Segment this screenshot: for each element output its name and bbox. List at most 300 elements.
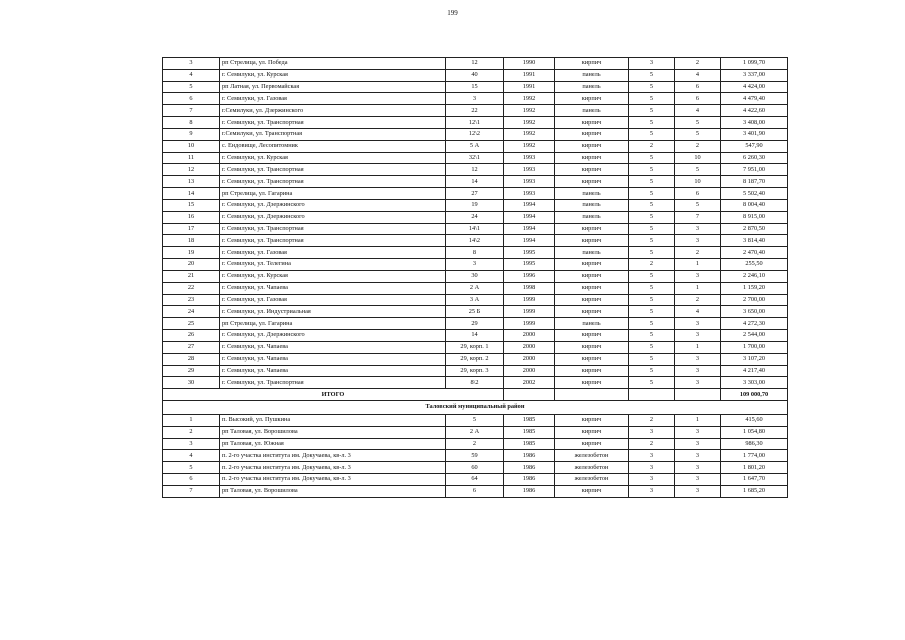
cell-row-number: 15 <box>163 199 220 211</box>
table-row <box>163 235 788 247</box>
cell-area: 3 107,20 <box>721 353 788 365</box>
cell-year-built: 1994 <box>504 211 555 223</box>
cell-entrances: 3 <box>675 365 721 377</box>
cell-row-number: 7 <box>163 105 220 117</box>
cell-year-built: 1992 <box>504 140 555 152</box>
table-row <box>163 330 788 342</box>
cell-year-built: 1991 <box>504 69 555 81</box>
table-row <box>163 462 788 474</box>
cell-row-number: 18 <box>163 235 220 247</box>
cell-floors: 5 <box>629 117 675 129</box>
cell-area: 255,50 <box>721 259 788 271</box>
cell-entrances: 3 <box>675 353 721 365</box>
cell-address: г. Семилуки, ул. Транспортная <box>220 117 446 129</box>
cell-wall-material: кирпич <box>555 93 629 105</box>
cell-floors: 3 <box>629 485 675 497</box>
cell-wall-material: кирпич <box>555 485 629 497</box>
cell-wall-material: панель <box>555 69 629 81</box>
cell-house-number: 3 <box>446 93 504 105</box>
cell-row-number: 4 <box>163 69 220 81</box>
cell-wall-material: панель <box>555 211 629 223</box>
cell-row-number: 9 <box>163 128 220 140</box>
table-row <box>163 93 788 105</box>
cell-wall-material: кирпич <box>555 152 629 164</box>
cell-year-built: 1992 <box>504 105 555 117</box>
cell-area: 2 470,40 <box>721 247 788 259</box>
cell-wall-material: кирпич <box>555 365 629 377</box>
cell-house-number: 64 <box>446 474 504 486</box>
cell-house-number: 29, корп. 2 <box>446 353 504 365</box>
cell-area: 3 650,00 <box>721 306 788 318</box>
cell-year-built: 1993 <box>504 164 555 176</box>
cell-row-number: 7 <box>163 485 220 497</box>
cell-floors: 5 <box>629 81 675 93</box>
cell-house-number: 30 <box>446 270 504 282</box>
cell-address: г. Семилуки, ул. Чапаева <box>220 282 446 294</box>
cell-floors: 5 <box>629 377 675 389</box>
cell-area: 8 915,00 <box>721 211 788 223</box>
cell-house-number: 14\1 <box>446 223 504 235</box>
cell-floors: 5 <box>629 270 675 282</box>
cell-house-number: 24 <box>446 211 504 223</box>
table-row <box>163 259 788 271</box>
cell-area: 1 054,80 <box>721 426 788 438</box>
cell-address: г. Семилуки, ул. Телегина <box>220 259 446 271</box>
cell-wall-material: панель <box>555 188 629 200</box>
table-row <box>163 414 788 426</box>
cell-floors: 5 <box>629 152 675 164</box>
cell-row-number: 3 <box>163 438 220 450</box>
cell-row-number: 3 <box>163 58 220 70</box>
table-row <box>163 247 788 259</box>
cell-area: 1 647,70 <box>721 474 788 486</box>
cell-floors: 5 <box>629 306 675 318</box>
cell-year-built: 1999 <box>504 318 555 330</box>
cell-row-number: 5 <box>163 81 220 93</box>
table-row <box>163 450 788 462</box>
table-body-part1 <box>163 58 788 389</box>
cell-address: рп Таловая, ул. Ворошилова <box>220 485 446 497</box>
cell-house-number: 22 <box>446 105 504 117</box>
cell-house-number: 12\1 <box>446 117 504 129</box>
cell-entrances: 6 <box>675 93 721 105</box>
cell-wall-material: кирпич <box>555 306 629 318</box>
cell-area: 4 479,40 <box>721 93 788 105</box>
cell-area: 2 246,10 <box>721 270 788 282</box>
cell-wall-material: кирпич <box>555 117 629 129</box>
cell-entrances: 4 <box>675 69 721 81</box>
total-label: ИТОГО <box>163 389 504 401</box>
cell-row-number: 22 <box>163 282 220 294</box>
cell-area: 415,60 <box>721 414 788 426</box>
cell-area: 4 424,00 <box>721 81 788 93</box>
cell-wall-material: кирпич <box>555 282 629 294</box>
cell-floors: 5 <box>629 93 675 105</box>
cell-address: п. 2-го участка института им. Докучаева, кв-л. 3 <box>220 450 446 462</box>
cell-address: п. 2-го участка института им. Докучаева, кв-л. 3 <box>220 474 446 486</box>
cell-area: 6 260,30 <box>721 152 788 164</box>
cell-entrances: 2 <box>675 58 721 70</box>
cell-entrances: 5 <box>675 164 721 176</box>
cell-entrances: 6 <box>675 81 721 93</box>
cell-area: 986,30 <box>721 438 788 450</box>
cell-address: г. Семилуки, ул. Газовая <box>220 247 446 259</box>
cell-floors: 5 <box>629 318 675 330</box>
cell-wall-material: кирпич <box>555 176 629 188</box>
cell-address: рп Таловая, ул. Южная <box>220 438 446 450</box>
table-row <box>163 485 788 497</box>
cell-year-built: 1985 <box>504 426 555 438</box>
cell-year-built: 1990 <box>504 58 555 70</box>
cell-address: г. Семилуки, ул. Курская <box>220 152 446 164</box>
cell-entrances: 1 <box>675 259 721 271</box>
cell-area: 1 774,00 <box>721 450 788 462</box>
cell-wall-material: кирпич <box>555 128 629 140</box>
cell-row-number: 27 <box>163 341 220 353</box>
cell-entrances: 3 <box>675 223 721 235</box>
cell-floors: 5 <box>629 282 675 294</box>
cell-area: 547,90 <box>721 140 788 152</box>
cell-address: рп Латная, ул. Первомайская <box>220 81 446 93</box>
cell-floors: 5 <box>629 353 675 365</box>
cell-house-number: 59 <box>446 450 504 462</box>
cell-area: 1 099,70 <box>721 58 788 70</box>
cell-address: г. Семилуки, ул. Чапаева <box>220 341 446 353</box>
cell-wall-material: кирпич <box>555 294 629 306</box>
cell-row-number: 23 <box>163 294 220 306</box>
cell-row-number: 26 <box>163 330 220 342</box>
cell-address: г. Семилуки, ул. Газовая <box>220 93 446 105</box>
cell-wall-material: панель <box>555 318 629 330</box>
housing-table <box>162 57 788 498</box>
cell-row-number: 4 <box>163 450 220 462</box>
cell-entrances: 2 <box>675 247 721 259</box>
cell-area: 3 401,90 <box>721 128 788 140</box>
cell-wall-material: кирпич <box>555 58 629 70</box>
cell-house-number: 29, корп. 1 <box>446 341 504 353</box>
cell-house-number: 25 Б <box>446 306 504 318</box>
cell-floors: 5 <box>629 105 675 117</box>
cell-house-number: 15 <box>446 81 504 93</box>
cell-wall-material: железобетон <box>555 462 629 474</box>
cell-floors: 5 <box>629 188 675 200</box>
cell-entrances: 3 <box>675 438 721 450</box>
cell-address: г. Семилуки, ул. Транспортная <box>220 377 446 389</box>
cell-house-number: 3 А <box>446 294 504 306</box>
table-row <box>163 318 788 330</box>
cell-area: 2 544,00 <box>721 330 788 342</box>
cell-wall-material: панель <box>555 199 629 211</box>
cell-year-built: 2000 <box>504 341 555 353</box>
cell-wall-material: кирпич <box>555 426 629 438</box>
cell-entrances: 3 <box>675 462 721 474</box>
cell-year-built: 1995 <box>504 259 555 271</box>
cell-entrances: 3 <box>675 485 721 497</box>
cell-floors: 3 <box>629 450 675 462</box>
cell-area: 3 303,00 <box>721 377 788 389</box>
cell-entrances: 3 <box>675 474 721 486</box>
cell-floors: 5 <box>629 211 675 223</box>
cell-house-number: 8\2 <box>446 377 504 389</box>
cell-wall-material: кирпич <box>555 414 629 426</box>
cell-wall-material: железобетон <box>555 450 629 462</box>
cell-wall-material: кирпич <box>555 259 629 271</box>
cell-entrances: 7 <box>675 211 721 223</box>
cell-area: 4 422,60 <box>721 105 788 117</box>
cell-floors: 2 <box>629 414 675 426</box>
cell-year-built: 1993 <box>504 176 555 188</box>
cell-year-built: 1992 <box>504 128 555 140</box>
cell-area: 3 408,00 <box>721 117 788 129</box>
cell-year-built: 1993 <box>504 152 555 164</box>
cell-wall-material: кирпич <box>555 164 629 176</box>
cell-year-built: 1999 <box>504 294 555 306</box>
cell-year-built: 1993 <box>504 188 555 200</box>
cell-wall-material: кирпич <box>555 223 629 235</box>
cell-wall-material: панель <box>555 105 629 117</box>
table-row <box>163 105 788 117</box>
cell-year-built: 1985 <box>504 438 555 450</box>
cell-year-built: 1986 <box>504 450 555 462</box>
table-row <box>163 474 788 486</box>
cell-floors: 5 <box>629 330 675 342</box>
cell-entrances: 3 <box>675 318 721 330</box>
cell-wall-material: железобетон <box>555 474 629 486</box>
cell-wall-material: кирпич <box>555 235 629 247</box>
cell-entrances: 3 <box>675 450 721 462</box>
cell-floors: 5 <box>629 69 675 81</box>
cell-area: 2 700,00 <box>721 294 788 306</box>
cell-floors: 5 <box>629 128 675 140</box>
cell-row-number: 8 <box>163 117 220 129</box>
cell-year-built: 1994 <box>504 223 555 235</box>
cell-area: 4 217,40 <box>721 365 788 377</box>
cell-year-built: 1999 <box>504 306 555 318</box>
cell-entrances: 5 <box>675 199 721 211</box>
cell-year-built: 2000 <box>504 353 555 365</box>
cell-area: 5 502,40 <box>721 188 788 200</box>
cell-house-number: 60 <box>446 462 504 474</box>
cell-house-number: 40 <box>446 69 504 81</box>
cell-house-number: 3 <box>446 259 504 271</box>
cell-row-number: 14 <box>163 188 220 200</box>
cell-row-number: 19 <box>163 247 220 259</box>
cell-row-number: 6 <box>163 93 220 105</box>
cell-entrances: 3 <box>675 377 721 389</box>
cell-wall-material: панель <box>555 247 629 259</box>
cell-row-number: 10 <box>163 140 220 152</box>
table-row <box>163 341 788 353</box>
cell-address: г. Семилуки, ул. Курская <box>220 69 446 81</box>
table-row <box>163 81 788 93</box>
cell-year-built: 1992 <box>504 117 555 129</box>
cell-address: п. 2-го участка института им. Докучаева, кв-л. 3 <box>220 462 446 474</box>
cell-address: г. Семилуки, ул. Транспортная <box>220 176 446 188</box>
cell-row-number: 12 <box>163 164 220 176</box>
cell-year-built: 1985 <box>504 414 555 426</box>
cell-row-number: 30 <box>163 377 220 389</box>
cell-floors: 3 <box>629 426 675 438</box>
cell-entrances: 3 <box>675 426 721 438</box>
cell-entrances: 10 <box>675 152 721 164</box>
section-title: Таловский муниципальный район <box>163 400 788 414</box>
cell-row-number: 1 <box>163 414 220 426</box>
table-row <box>163 377 788 389</box>
cell-floors: 5 <box>629 365 675 377</box>
cell-entrances: 5 <box>675 117 721 129</box>
cell-floors: 5 <box>629 341 675 353</box>
cell-address: рп Стрелица, ул. Гагарина <box>220 188 446 200</box>
table-row <box>163 140 788 152</box>
cell-floors: 2 <box>629 140 675 152</box>
cell-year-built: 1998 <box>504 282 555 294</box>
cell-house-number: 29 <box>446 318 504 330</box>
cell-entrances: 1 <box>675 341 721 353</box>
cell-row-number: 6 <box>163 474 220 486</box>
cell-address: г.Семилуки, ул. Транспортная <box>220 128 446 140</box>
table-row <box>163 176 788 188</box>
cell-entrances: 6 <box>675 188 721 200</box>
cell-house-number: 27 <box>446 188 504 200</box>
cell-floors: 2 <box>629 438 675 450</box>
cell-house-number: 12 <box>446 164 504 176</box>
cell-area: 1 159,20 <box>721 282 788 294</box>
table-row <box>163 353 788 365</box>
cell-row-number: 2 <box>163 426 220 438</box>
cell-area: 1 801,20 <box>721 462 788 474</box>
cell-address: с. Ендовище, Лесопитомник <box>220 140 446 152</box>
table-row <box>163 199 788 211</box>
cell-area: 2 870,50 <box>721 223 788 235</box>
cell-row-number: 25 <box>163 318 220 330</box>
cell-address: г. Семилуки, ул. Чапаева <box>220 365 446 377</box>
cell-area: 1 700,00 <box>721 341 788 353</box>
cell-year-built: 2000 <box>504 330 555 342</box>
cell-entrances: 4 <box>675 306 721 318</box>
table-body-part2 <box>163 414 788 497</box>
cell-wall-material: кирпич <box>555 377 629 389</box>
cell-row-number: 11 <box>163 152 220 164</box>
table-row <box>163 69 788 81</box>
cell-entrances: 5 <box>675 128 721 140</box>
cell-house-number: 29, корп. 3 <box>446 365 504 377</box>
cell-wall-material: кирпич <box>555 270 629 282</box>
cell-wall-material: кирпич <box>555 330 629 342</box>
table-row <box>163 152 788 164</box>
cell-house-number: 6 <box>446 485 504 497</box>
cell-year-built: 2000 <box>504 365 555 377</box>
cell-entrances: 2 <box>675 294 721 306</box>
cell-address: рп Стрелица, ул. Победа <box>220 58 446 70</box>
cell-row-number: 29 <box>163 365 220 377</box>
cell-address: г. Семилуки, ул. Чапаева <box>220 353 446 365</box>
cell-house-number: 32\1 <box>446 152 504 164</box>
cell-row-number: 24 <box>163 306 220 318</box>
cell-house-number: 5 <box>446 414 504 426</box>
cell-year-built: 1992 <box>504 93 555 105</box>
cell-area: 3 337,00 <box>721 69 788 81</box>
cell-address: г. Семилуки, ул. Индустриальная <box>220 306 446 318</box>
cell-house-number: 12\2 <box>446 128 504 140</box>
cell-wall-material: кирпич <box>555 140 629 152</box>
cell-house-number: 2 А <box>446 426 504 438</box>
cell-wall-material: панель <box>555 81 629 93</box>
table-row <box>163 438 788 450</box>
total-row <box>163 389 788 401</box>
table-row <box>163 188 788 200</box>
cell-address: г. Семилуки, ул. Дзержинского <box>220 330 446 342</box>
cell-year-built: 1994 <box>504 199 555 211</box>
table-row <box>163 223 788 235</box>
cell-address: г. Семилуки, ул. Транспортная <box>220 235 446 247</box>
cell-floors: 5 <box>629 176 675 188</box>
cell-address: рп Стрелица, ул. Гагарина <box>220 318 446 330</box>
cell-entrances: 3 <box>675 270 721 282</box>
cell-wall-material: кирпич <box>555 353 629 365</box>
cell-floors: 2 <box>629 259 675 271</box>
table-row <box>163 294 788 306</box>
cell-year-built: 1996 <box>504 270 555 282</box>
total-value: 109 000,70 <box>721 389 788 401</box>
cell-house-number: 19 <box>446 199 504 211</box>
cell-area: 8 187,70 <box>721 176 788 188</box>
cell-area: 4 272,30 <box>721 318 788 330</box>
cell-address: п. Высокий, ул. Пушкина <box>220 414 446 426</box>
table-row <box>163 128 788 140</box>
table-row <box>163 365 788 377</box>
cell-house-number: 12 <box>446 58 504 70</box>
cell-address: рп Таловая, ул. Ворошилова <box>220 426 446 438</box>
cell-row-number: 13 <box>163 176 220 188</box>
cell-house-number: 14\2 <box>446 235 504 247</box>
cell-address: г. Семилуки, ул. Газовая <box>220 294 446 306</box>
cell-entrances: 3 <box>675 235 721 247</box>
cell-address: г. Семилуки, ул. Курская <box>220 270 446 282</box>
cell-address: г. Семилуки, ул. Дзержинского <box>220 199 446 211</box>
cell-year-built: 1986 <box>504 474 555 486</box>
cell-entrances: 2 <box>675 140 721 152</box>
cell-year-built: 1986 <box>504 485 555 497</box>
table-row <box>163 270 788 282</box>
cell-row-number: 20 <box>163 259 220 271</box>
cell-address: г. Семилуки, ул. Транспортная <box>220 223 446 235</box>
cell-house-number: 14 <box>446 330 504 342</box>
cell-floors: 5 <box>629 235 675 247</box>
cell-area: 8 004,40 <box>721 199 788 211</box>
cell-house-number: 8 <box>446 247 504 259</box>
table-row <box>163 117 788 129</box>
table-row <box>163 164 788 176</box>
cell-floors: 5 <box>629 164 675 176</box>
table-row <box>163 211 788 223</box>
cell-entrances: 1 <box>675 282 721 294</box>
cell-house-number: 2 <box>446 438 504 450</box>
table-row <box>163 58 788 70</box>
cell-row-number: 21 <box>163 270 220 282</box>
cell-row-number: 5 <box>163 462 220 474</box>
cell-row-number: 17 <box>163 223 220 235</box>
cell-year-built: 1995 <box>504 247 555 259</box>
table-row <box>163 282 788 294</box>
cell-row-number: 16 <box>163 211 220 223</box>
cell-house-number: 14 <box>446 176 504 188</box>
cell-area: 7 951,00 <box>721 164 788 176</box>
cell-entrances: 1 <box>675 414 721 426</box>
cell-floors: 5 <box>629 199 675 211</box>
cell-floors: 3 <box>629 462 675 474</box>
cell-wall-material: кирпич <box>555 341 629 353</box>
cell-house-number: 5 А <box>446 140 504 152</box>
